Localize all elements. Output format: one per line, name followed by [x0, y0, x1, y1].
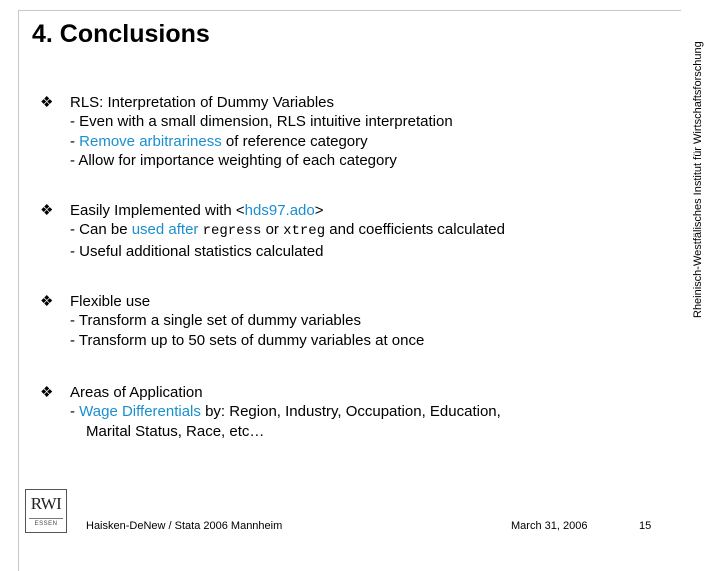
bullet-line: - Wage Differentials by: Region, Industry, Occupation, Education, — [70, 403, 501, 421]
page-number: 15 — [639, 520, 652, 532]
rwi-logo — [25, 489, 67, 533]
bullet-icon: ❖ — [40, 94, 54, 111]
bullet-icon: ❖ — [40, 293, 54, 310]
bullet-icon: ❖ — [40, 202, 54, 219]
bullet-line: - Can be used after regress or xtreg and coefficients calculated — [70, 221, 505, 240]
highlight-text: hds97.ado — [244, 202, 315, 219]
bullet-icon: ❖ — [40, 384, 54, 401]
bullet-line: - Even with a small dimension, RLS intuitive interpretation — [70, 113, 453, 131]
footer-date: March 31, 2006 — [511, 520, 588, 532]
logo-subtext: ESSEN — [29, 518, 63, 527]
logo-text: RWI — [30, 494, 62, 513]
bullet-heading: Easily Implemented with <hds97.ado> — [70, 202, 324, 219]
highlight-text: used after — [131, 221, 199, 239]
bullet-heading: RLS: Interpretation of Dummy Variables — [70, 94, 335, 111]
code-regress: regress — [202, 223, 262, 240]
bullet-easily-implemented — [40, 201, 505, 261]
bullet-line: - Useful additional statistics calculated — [70, 242, 324, 260]
bullet-areas-of-application — [40, 383, 501, 441]
bullet-heading: Flexible use — [70, 293, 151, 310]
page-title: 4. Conclusions — [32, 20, 210, 48]
footer-author: Haisken-DeNew / Stata 2006 Mannheim — [86, 520, 283, 532]
bullet-heading: Areas of Application — [70, 384, 203, 401]
bullet-line: - Transform a single set of dummy variables — [70, 312, 361, 330]
bullet-rls — [40, 93, 453, 170]
bullet-line: - Remove arbitrariness of reference category — [70, 132, 368, 150]
highlight-text: Remove arbitrariness — [79, 132, 222, 150]
bullet-line: - Transform up to 50 sets of dummy variables at once — [70, 331, 425, 349]
code-xtreg: xtreg — [283, 223, 326, 240]
side-institute-text: Rheinisch-Westfälisches Institut für Wirtschaftsforschung — [692, 41, 704, 318]
bullet-line: - Allow for importance weighting of each category — [70, 151, 397, 169]
highlight-text: Wage Differentials — [79, 403, 201, 421]
bullet-line: Marital Status, Race, etc… — [86, 422, 265, 440]
bullet-flexible-use — [40, 292, 424, 350]
